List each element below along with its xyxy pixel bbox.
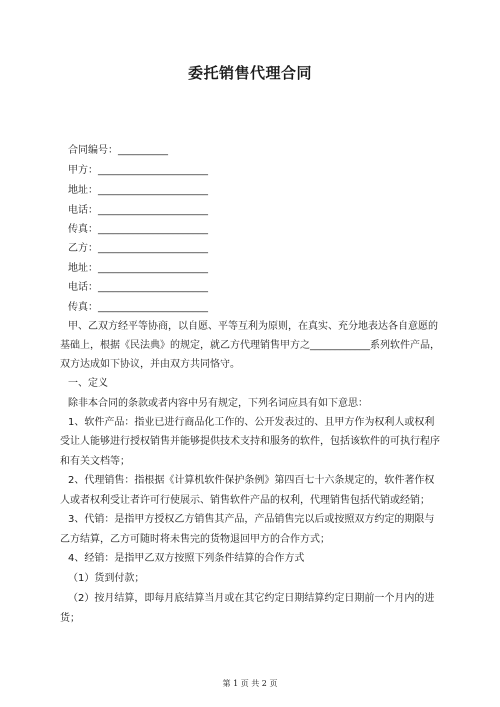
party-b-phone-field: 电话：______________________ — [68, 282, 208, 293]
contract-number-field: 合同编号：__________ — [68, 145, 168, 156]
section-heading: 一、定义 — [68, 378, 108, 389]
party-a-phone-field: 电话：______________________ — [68, 205, 208, 216]
intro-line-1: 甲、乙双方经平等协商，以自愿、平等互利为原则，在真实、充分地表达各自意愿的 — [68, 321, 438, 332]
party-a-address-field: 地址：______________________ — [68, 185, 208, 196]
page-footer: 第 1 页 共 2 页 — [222, 679, 278, 688]
definition-line: 3、代销：是指甲方授权乙方销售其产品，产品销售完以后或按照双方约定的期限与 — [68, 514, 435, 525]
definition-line: 4、经销：是指甲乙双方按照下列条件结算的合作方式 — [68, 553, 305, 564]
intro-line-2: 基础上，根据《民法典》的规定，就乙方代理销售甲方之____________系列软件产品， — [60, 340, 440, 351]
document-title: 委托销售代理合同 — [187, 64, 312, 82]
definition-line: 乙方结算，乙方可随时将未售完的货物退回甲方的合作方式； — [60, 534, 330, 545]
section-lead: 除非本合同的条款或者内容中另有规定，下列名词应具有如下意思： — [68, 398, 368, 409]
definition-line: 货； — [60, 613, 80, 624]
definition-line: 人或者权利受让者许可行使展示、销售软件产品的权利，代理销售包括代销或经销； — [60, 495, 430, 506]
party-a-field: 甲方：______________________ — [68, 165, 208, 176]
definition-line: 受让人能够进行授权销售并能够提供技术支持和服务的软件，包括该软件的可执行程序 — [60, 436, 440, 447]
party-a-fax-field: 传真：______________________ — [68, 224, 208, 235]
party-b-address-field: 地址：______________________ — [68, 263, 208, 274]
definition-line: 和有关文档等； — [60, 456, 130, 467]
definition-line: 2、代理销售：指根据《计算机软件保护条例》第四百七十六条规定的，软件著作权 — [68, 475, 435, 486]
party-b-fax-field: 传真：______________________ — [68, 302, 208, 313]
definition-line: 1、软件产品：指业已进行商品化工作的、公开发表过的、且甲方作为权利人或权利 — [68, 417, 435, 428]
definition-line: （2）按月结算，即每月底结算当月或在其它约定日期结算约定日期前一个月内的进 — [68, 593, 435, 604]
party-b-field: 乙方：______________________ — [68, 243, 208, 254]
intro-line-3: 双方达成如下协议，并由双方共同恪守。 — [60, 359, 240, 370]
definition-line: （1）货到付款； — [68, 573, 145, 584]
